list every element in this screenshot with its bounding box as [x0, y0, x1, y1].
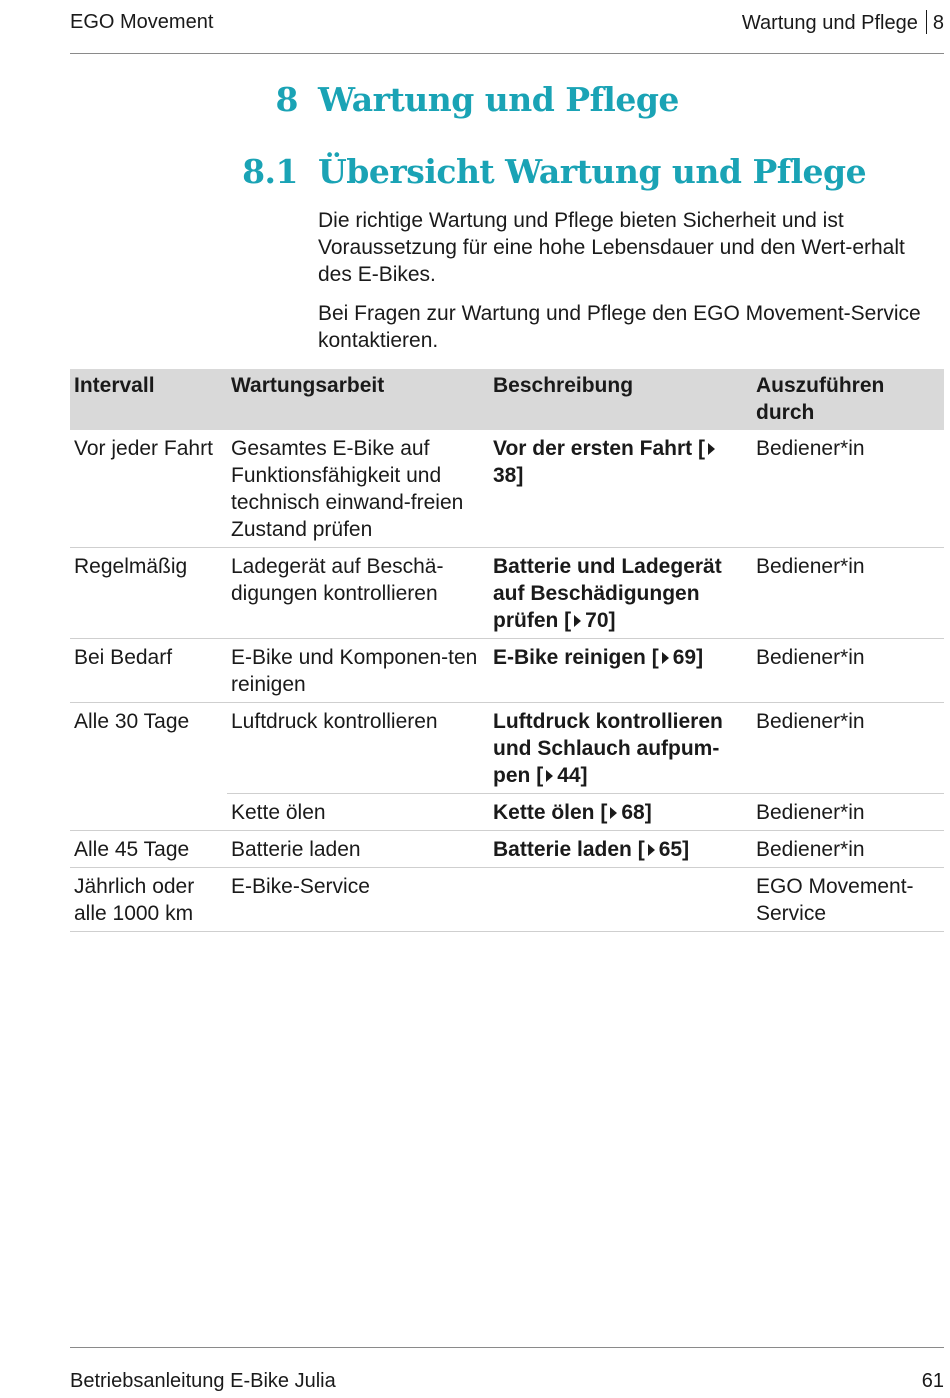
cell-interval: Bei Bedarf: [70, 639, 227, 703]
page-reference[interactable]: 65]: [658, 838, 690, 861]
cell-performed-by: Bediener*in: [752, 430, 944, 548]
reference-bracket: [: [564, 609, 572, 632]
cell-description: [489, 868, 752, 932]
header-chapter-number: 8: [932, 12, 944, 34]
page-reference[interactable]: 44]: [557, 764, 588, 787]
intro-paragraph-2: Bei Fragen zur Wartung und Pflege den EGO Movement-Service kontaktieren.: [318, 302, 921, 352]
table-row: [70, 868, 944, 932]
table-row: [70, 639, 944, 703]
description-link[interactable]: E-Bike reinigen: [493, 646, 646, 669]
footer-page-number: 61: [921, 1370, 944, 1392]
table-row: [70, 794, 944, 831]
cell-description: [489, 430, 752, 548]
cell-description: [489, 703, 752, 794]
header-task: Wartungsarbeit: [227, 369, 489, 430]
triangle-right-icon: [574, 615, 581, 627]
cell-task: Kette ölen: [227, 794, 489, 831]
cell-task: Batterie laden: [227, 831, 489, 868]
cell-performed-by: Bediener*in: [752, 548, 944, 639]
reference-bracket: [: [536, 764, 544, 787]
header-interval: Intervall: [70, 369, 227, 430]
reference-bracket: [: [698, 437, 706, 460]
description-link[interactable]: Batterie laden: [493, 838, 632, 861]
table-row: [70, 548, 944, 639]
cell-description: [489, 794, 752, 831]
triangle-right-icon: [610, 807, 617, 819]
cell-description: [489, 548, 752, 639]
reference-bracket: [: [651, 646, 659, 669]
description-link[interactable]: Vor der ersten Fahrt: [493, 437, 693, 460]
cell-interval: Vor jeder Fahrt: [70, 430, 227, 548]
cell-performed-by: Bediener*in: [752, 831, 944, 868]
triangle-right-icon: [662, 652, 669, 664]
page-reference[interactable]: 68]: [621, 801, 652, 824]
table-row: [70, 831, 944, 868]
chapter-title: Wartung und Pflege: [318, 80, 679, 119]
cell-task: Luftdruck kontrollieren: [227, 703, 489, 794]
chapter-number: 8: [275, 80, 298, 119]
section-title: Übersicht Wartung und Pflege: [318, 152, 867, 191]
table-header-row: [70, 369, 944, 430]
triangle-right-icon: [546, 770, 553, 782]
cell-performed-by: EGO Movement-Service: [752, 868, 944, 932]
cell-interval: Alle 45 Tage: [70, 831, 227, 868]
cell-task: Gesamtes E-Bike auf Funktionsfähigkeit und technisch einwand-freien Zustand prüfen: [227, 430, 489, 548]
table-row: [70, 430, 944, 548]
cell-performed-by: Bediener*in: [752, 794, 944, 831]
header-chapter-title: Wartung und Pflege: [741, 12, 918, 34]
table-row: [70, 703, 944, 794]
cell-task: E-Bike und Komponen-ten reinigen: [227, 639, 489, 703]
page-header: [70, 0, 944, 54]
cell-task: E-Bike-Service: [227, 868, 489, 932]
header-manufacturer: EGO Movement: [70, 11, 214, 33]
intro-paragraph-1: Die richtige Wartung und Pflege bieten Sicherheit und ist Voraussetzung für eine hohe Lebensdauer und den Wert-erhalt des E-Bikes.: [318, 209, 905, 286]
maintenance-table: [70, 369, 944, 932]
header-separator: [926, 10, 927, 34]
description-link[interactable]: Kette ölen: [493, 801, 595, 824]
reference-bracket: [: [600, 801, 608, 824]
page-reference[interactable]: 69]: [672, 646, 704, 669]
description-link[interactable]: Luftdruck kontrollieren und Schlauch aufpum-pen: [493, 710, 723, 787]
cell-interval: [70, 794, 227, 831]
footer-document-title: Betriebsanleitung E-Bike Julia: [70, 1370, 336, 1392]
cell-interval: Regelmäßig: [70, 548, 227, 639]
page-reference[interactable]: 38]: [493, 464, 524, 487]
cell-performed-by: Bediener*in: [752, 703, 944, 794]
section-number: 8.1: [242, 152, 298, 191]
triangle-right-icon: [648, 844, 655, 856]
description-link[interactable]: Batterie und Ladegerät auf Beschädigungen prüfen: [493, 555, 722, 632]
header-description: Beschreibung: [489, 369, 752, 430]
header-performed-by: Auszuführen durch: [752, 369, 944, 430]
cell-task: Ladegerät auf Beschä-digungen kontrollieren: [227, 548, 489, 639]
cell-description: [489, 639, 752, 703]
page-reference[interactable]: 70]: [585, 609, 616, 632]
cell-description: [489, 831, 752, 868]
header-chapter: [742, 10, 944, 35]
page-footer: [70, 1347, 944, 1398]
cell-interval: Alle 30 Tage: [74, 710, 190, 733]
reference-bracket: [: [637, 838, 645, 861]
triangle-right-icon: [708, 443, 715, 455]
cell-interval: Jährlich oder alle 1000 km: [70, 868, 227, 932]
cell-performed-by: Bediener*in: [752, 639, 944, 703]
